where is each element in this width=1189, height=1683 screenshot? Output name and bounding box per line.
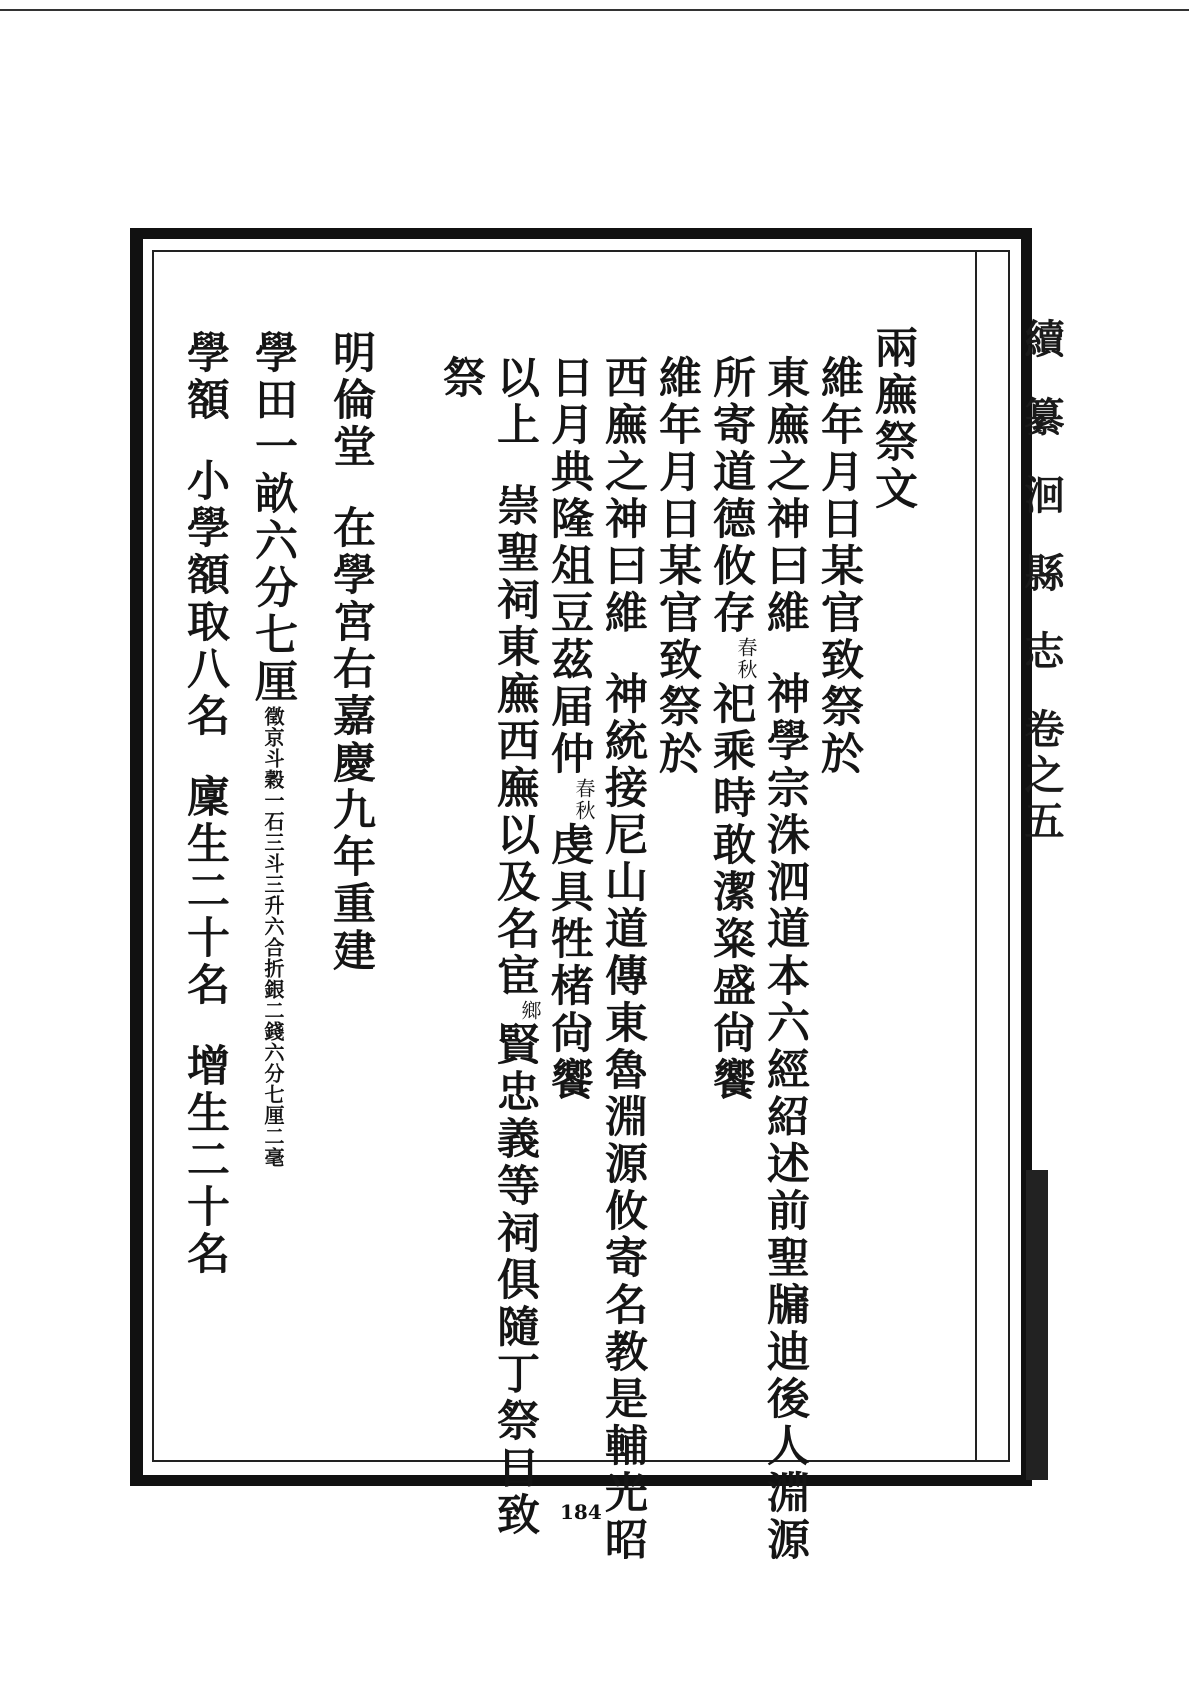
column-text: 維年月日某官致祭於: [652, 355, 702, 778]
interlinear-note-right: 徵京斗穀一石三斗三升六: [261, 706, 285, 937]
page-number: 184: [560, 1500, 602, 1524]
column-text: 神學宗洙泗道本六經紹述前聖牖迪後人淵源: [760, 671, 810, 1564]
column-text: 在學宮右嘉慶九年重建: [326, 505, 376, 975]
column-text: 維年月日某官致祭於: [814, 355, 864, 778]
column-text: 廩生二十名: [180, 774, 230, 1009]
text-column-9: [434, 355, 488, 402]
column-text: 賢忠義等祠俱隨丁祭日致: [490, 1022, 540, 1539]
text-column-2: [812, 355, 866, 778]
text-column-1: [866, 325, 920, 513]
column-text: 日月典隆俎豆茲届仲: [544, 355, 594, 778]
margin-rule: [975, 252, 977, 1460]
text-column-7: [542, 355, 596, 1104]
margin-banner: [1013, 318, 1070, 846]
column-text: 以上: [490, 355, 540, 449]
text-column-8: [488, 355, 542, 1539]
column-text: 虔具牲楮尙饗: [544, 822, 594, 1104]
column-text: 明倫堂: [326, 330, 376, 471]
heading-liangwu-jiwen: 兩廡祭文: [868, 325, 918, 513]
margin-fishtail: [1026, 1170, 1048, 1480]
column-text: 祀乘時敢潔粢盛尙饗: [706, 681, 756, 1104]
column-text: 神統接尼山道傳東魯淵源攸寄名教是輔光昭: [598, 671, 648, 1564]
interlinear-note: 春秋: [572, 778, 596, 822]
column-text: 西廡之神曰維: [598, 355, 648, 637]
interlinear-note: 鄉: [518, 1000, 542, 1022]
column-text: 崇聖祠東廡西廡以及名宦: [490, 483, 540, 1000]
text-column-3: [758, 355, 812, 1564]
interlinear-note: 春秋: [734, 637, 758, 681]
column-text: 學額: [180, 330, 230, 424]
text-column-4: [704, 355, 758, 1104]
text-column-11: [246, 330, 300, 1168]
text-column-6: [596, 355, 650, 1564]
column-text: 小學額取八名: [180, 458, 230, 740]
text-column-5: [650, 355, 704, 778]
column-text: 增生二十名: [180, 1043, 230, 1278]
column-text: 東廡之神曰維: [760, 355, 810, 637]
interlinear-note-left: 合折銀二錢六分七厘二毫: [261, 937, 285, 1168]
column-text: 所寄道德攸存: [706, 355, 756, 637]
text-column-10: [324, 330, 378, 975]
banner-volume: 卷之五: [1018, 708, 1065, 846]
column-text: 祭: [436, 355, 486, 402]
banner-title: 續纂洄縣志: [1018, 318, 1065, 708]
scan-top-line: [0, 9, 1189, 11]
column-text: 學田一畝六分七厘: [248, 330, 298, 706]
interlinear-note-pair: [246, 706, 300, 1168]
text-column-12: [178, 330, 232, 1278]
